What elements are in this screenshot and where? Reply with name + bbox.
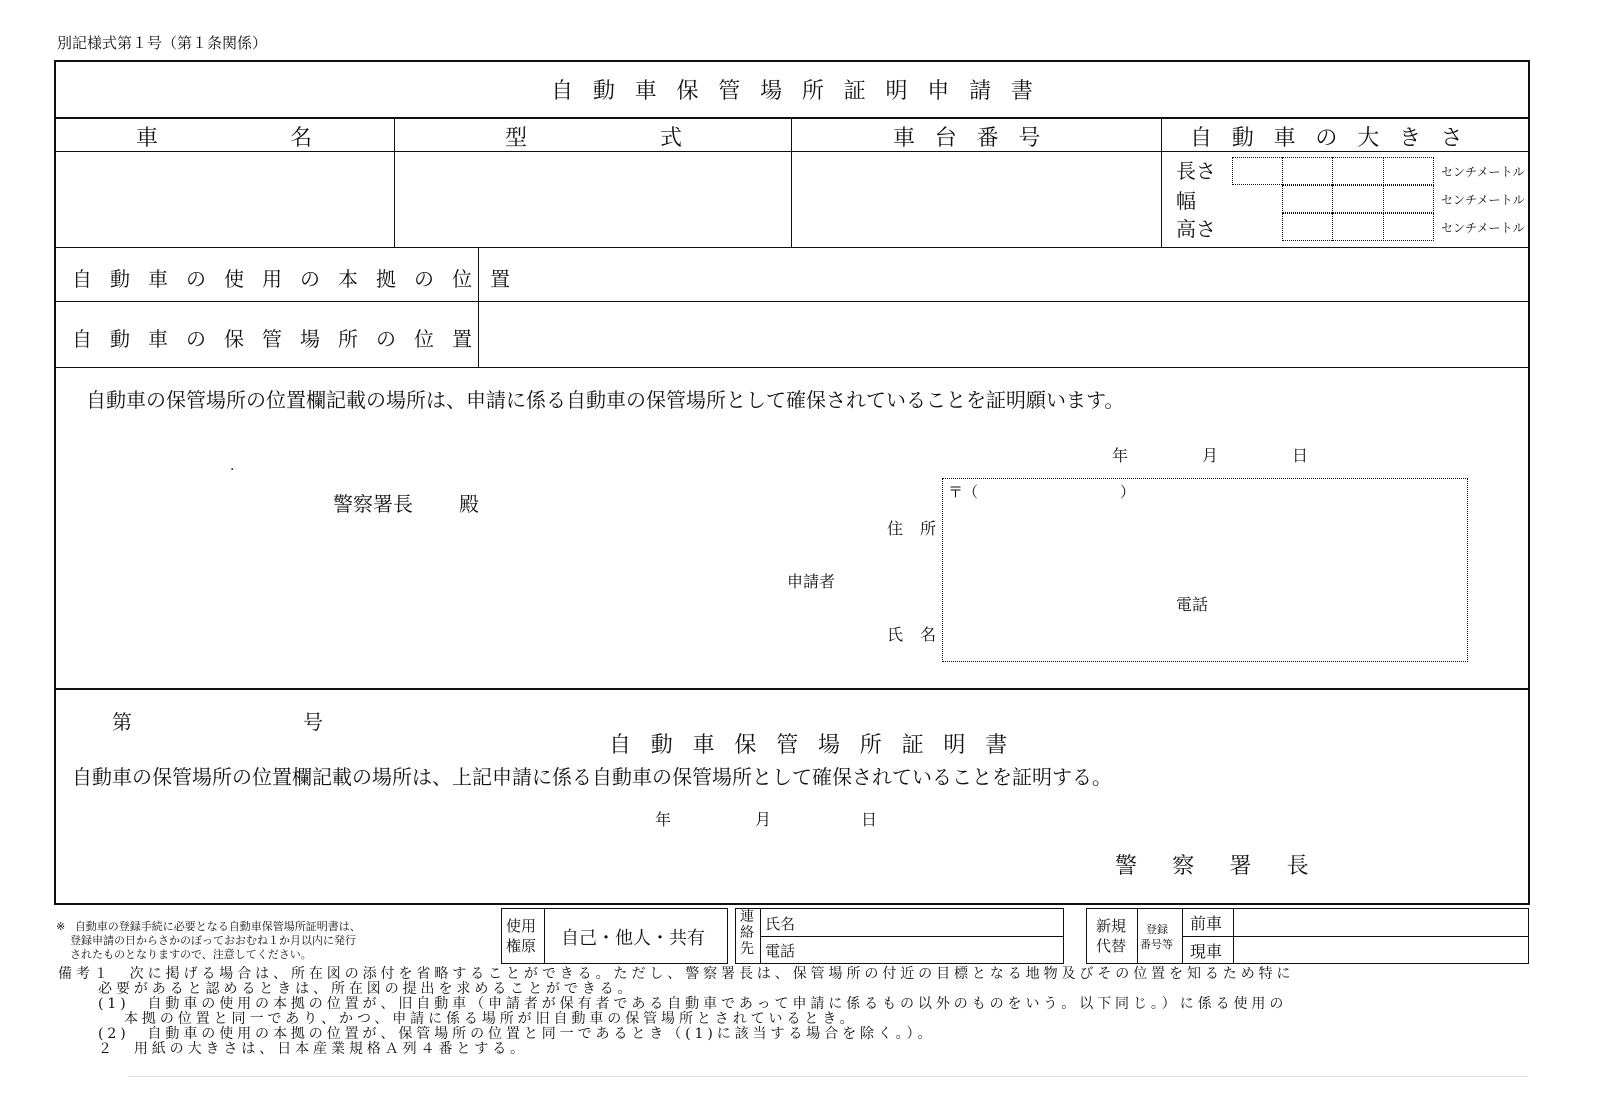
application-date-year: 年 [1112,446,1129,465]
header-model-2: 式 [660,126,683,151]
storage-location-field[interactable] [480,303,1526,365]
use-base-location-label: 自動車の使用の本拠の位置 [72,267,528,291]
width-digit-boxes[interactable] [1282,185,1434,213]
applicant-label: 申請者 [787,572,836,591]
honorific-label: 殿 [459,492,479,516]
height-unit: センチメートル [1441,221,1525,235]
length-unit: センチメートル [1441,165,1525,179]
reg-number-label-bottom: 番号等 [1140,938,1173,951]
applicant-phone-label: 電話 [1176,595,1209,614]
header-car-name-1: 車 [136,126,159,151]
remarks [58,967,1294,1057]
reg-number-label-top: 登録 [1146,923,1168,936]
header-car-name-2: 名 [290,126,313,151]
storage-location-label: 自動車の保管場所の位置 [72,327,490,351]
form-title: 自動車保管場所証明申請書 [551,79,1053,104]
contact-name-label: 氏名 [765,915,796,933]
height-label: 高さ [1176,217,1216,241]
application-statement: 自動車の保管場所の位置欄記載の場所は、申請に係る自動車の保管場所として確保されていることを証明願います。 [86,388,1125,412]
replacement-label: 代替 [1096,937,1127,955]
contact-label-3: 先 [740,941,754,957]
certificate-statement: 自動車の保管場所の位置欄記載の場所は、上記申請に係る自動車の保管場所として確保されていることを証明する。 [72,765,1112,789]
remarks-line-2: 必要があると認めるときは、所在図の提出を求めることができる。 [98,981,636,997]
certificate-number-suffix: 号 [303,710,323,734]
notice-line-3: されたものとなりますので、注意してください。 [70,948,312,961]
address-label-1: 住 [887,519,904,538]
addressee-label: 警察署長 [333,492,413,516]
width-unit: センチメートル [1441,193,1525,207]
current-car-field[interactable] [1235,937,1527,963]
stray-dot: . [230,458,235,474]
contact-label [740,909,754,957]
car-name-field[interactable] [56,153,393,246]
new-registration-label: 新規 [1096,917,1127,935]
certificate-number-prefix: 第 [112,710,132,734]
header-car-size: 自動車の大きさ [1190,126,1483,151]
applicant-info-box[interactable] [942,478,1468,662]
notice-mark: ※ [56,920,66,933]
chassis-number-field[interactable] [793,153,1160,246]
bottom-rule [128,1076,1528,1077]
previous-car-field[interactable] [1235,909,1527,935]
certificate-issuer: 警察署長 [1115,854,1344,879]
application-date-day: 日 [1292,446,1309,465]
remarks-line-3: (1) 自動車の使用の本拠の位置が、旧自動車（申請者が保有者である自動車であって申請に係るもの以外のものをいう。以下同じ。）に係る使用の [98,996,1288,1012]
contact-label-2: 絡 [740,925,754,941]
form-number-label: 別記様式第１号（第１条関係） [57,34,268,52]
contact-label-1: 連 [740,909,754,925]
postal-code-close: ） [1120,483,1136,501]
header-chassis-number: 車台番号 [893,126,1061,151]
header-model-1: 型 [505,126,528,151]
usage-rights-label-top: 使用 [506,917,537,935]
length-digit-boxes[interactable] [1232,157,1434,185]
height-digit-boxes[interactable] [1282,213,1434,241]
name-label-2: 名 [920,625,937,644]
current-car-label: 現車 [1190,942,1223,961]
notice-line-2: 登録申請の日からさかのぼっておおむね１か月以内に発行 [70,934,356,947]
application-date-month: 月 [1202,446,1219,465]
previous-car-label: 前車 [1190,914,1223,933]
contact-phone-label: 電話 [765,942,796,960]
remarks-line-1: 備考１ 次に掲げる場合は、所在図の添付を省略することができる。ただし、警察署長は、保管場所の付近の目標となる地物及びその位置を知るため特に [58,966,1295,982]
registration-notice [56,920,361,962]
certificate-date-day: 日 [861,810,878,829]
use-base-location-field[interactable] [480,249,1526,300]
length-label: 長さ [1176,159,1216,183]
address-label-2: 所 [920,519,937,538]
certificate-date-month: 月 [755,810,772,829]
remarks-line-6: ２ 用紙の大きさは、日本産業規格Ａ列４番とする。 [98,1041,529,1057]
postal-code-mark: 〒（ [948,483,979,501]
notice-line-1: 自動車の登録手続に必要となる自動車保管場所証明書は、 [74,920,361,933]
width-label: 幅 [1176,189,1196,213]
model-field[interactable] [396,153,790,246]
certificate-title: 自動車保管場所証明書 [609,733,1028,758]
name-label-1: 氏 [887,625,904,644]
usage-rights-options[interactable]: 自己・他人・共有 [561,928,705,949]
remarks-line-4: 本拠の位置と同一であり、かつ、申請に係る場所が旧自動車の保管場所とされているとき。 [124,1011,858,1027]
usage-rights-label-bottom: 権原 [506,937,537,955]
certificate-date-year: 年 [655,810,672,829]
remarks-line-5: (2) 自動車の使用の本拠の位置が、保管場所の位置と同一であるとき（(1)に該当する場合を除く。）。 [98,1026,936,1042]
